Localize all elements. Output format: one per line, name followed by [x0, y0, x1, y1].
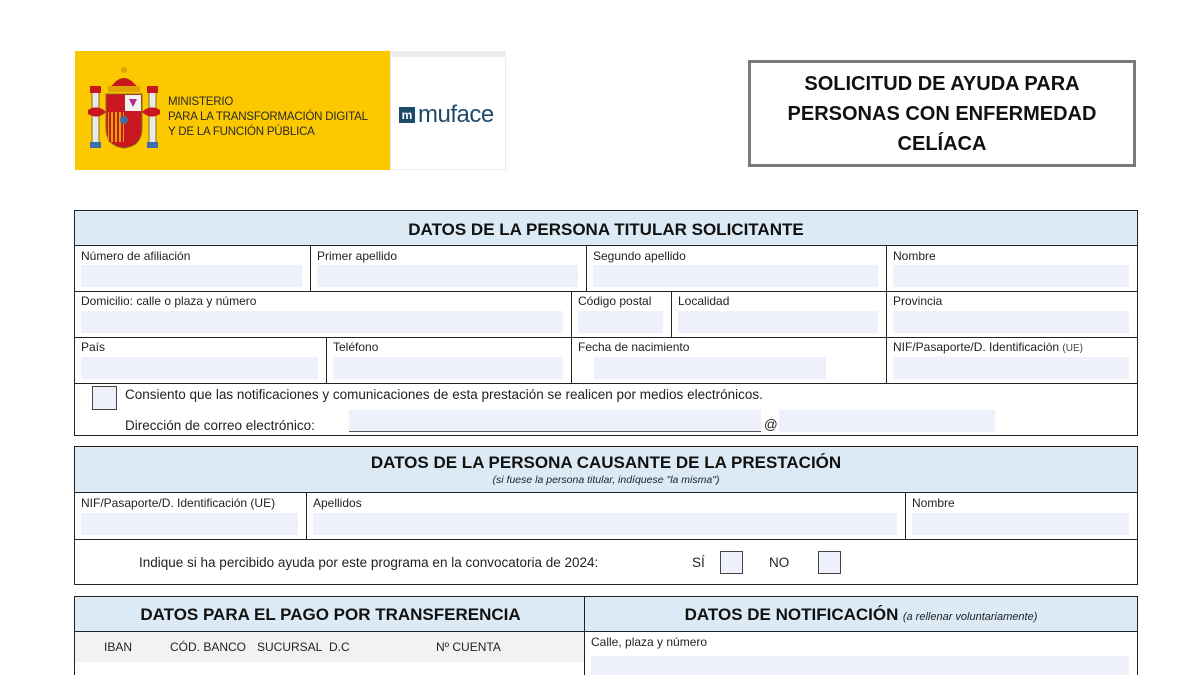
- field-apellidos-causante[interactable]: [307, 493, 906, 539]
- ministry-name: [168, 95, 368, 140]
- input-nombre[interactable]: [893, 265, 1129, 287]
- input-apellidos-causante[interactable]: [313, 513, 897, 535]
- label-localidad: Localidad: [678, 294, 730, 308]
- field-segundo-apellido[interactable]: [587, 246, 887, 291]
- document-title: [748, 60, 1136, 167]
- email-at-sign: @: [764, 417, 778, 432]
- muface-mark-icon: m: [399, 107, 415, 123]
- yes-checkbox[interactable]: [720, 551, 743, 574]
- muface-wordmark: muface: [418, 101, 494, 128]
- field-numero-afiliacion[interactable]: [75, 246, 311, 291]
- col-dc: D.C: [329, 640, 350, 654]
- divider: [75, 383, 1137, 384]
- col-iban: IBAN: [104, 640, 133, 654]
- label-nombre-causante: Nombre: [912, 496, 955, 510]
- label-apellidos-causante: Apellidos: [313, 496, 362, 510]
- section-notificacion: [584, 596, 1138, 675]
- email-label: Dirección de correo electrónico:: [125, 418, 315, 433]
- section-causante-subtitle: (si fuese la persona titular, indíquese "la misma"): [492, 474, 720, 486]
- section-causante: [74, 446, 1138, 585]
- section-notificacion-header: [585, 597, 1137, 632]
- field-domicilio[interactable]: [75, 291, 572, 337]
- input-nombre-causante[interactable]: [912, 513, 1129, 535]
- field-codigo-postal[interactable]: [572, 291, 672, 337]
- label-nif-titular-suffix: (UE): [1062, 343, 1083, 354]
- input-primer-apellido[interactable]: [317, 265, 578, 287]
- field-pais[interactable]: [75, 337, 327, 383]
- field-localidad[interactable]: [672, 291, 887, 337]
- section-causante-title: DATOS DE LA PERSONA CAUSANTE DE LA PRESTACIÓN: [370, 453, 842, 472]
- input-pais[interactable]: [81, 357, 318, 379]
- input-provincia[interactable]: [893, 311, 1129, 333]
- col-cod-banco: CÓD. BANCO: [170, 640, 247, 654]
- bank-columns-header: [75, 632, 586, 662]
- label-fecha-nacimiento: Fecha de nacimiento: [578, 340, 690, 354]
- field-telefono[interactable]: [327, 337, 572, 383]
- iban-input[interactable]: [81, 663, 580, 675]
- input-telefono[interactable]: [333, 357, 563, 379]
- spain-coat-of-arms-icon: [88, 62, 160, 158]
- input-localidad[interactable]: [678, 311, 878, 333]
- label-segundo-apellido: Segundo apellido: [593, 249, 686, 263]
- label-pais: País: [81, 340, 106, 354]
- input-calle-notificacion[interactable]: [591, 656, 1129, 675]
- input-fecha-nacimiento[interactable]: [594, 357, 826, 379]
- input-domicilio[interactable]: [81, 311, 563, 333]
- section-titular-title: DATOS DE LA PERSONA TITULAR SOLICITANTE: [408, 220, 804, 239]
- ministry-line-1: MINISTERIO: [168, 96, 234, 108]
- field-nif-causante[interactable]: [75, 493, 307, 539]
- label-nif-causante: NIF/Pasaporte/D. Identificación (UE): [81, 496, 276, 510]
- field-fecha-nacimiento[interactable]: [572, 337, 887, 383]
- section-titular: [74, 210, 1138, 436]
- email-domain-input[interactable]: [779, 410, 995, 432]
- title-line-3: CELÍACA: [897, 132, 987, 155]
- label-telefono: Teléfono: [333, 340, 379, 354]
- ministry-line-3: Y DE LA FUNCIÓN PÚBLICA: [168, 126, 315, 138]
- ministry-line-2: PARA LA TRANSFORMACIÓN DIGITAL: [168, 111, 368, 123]
- field-nif-titular[interactable]: [887, 337, 1137, 383]
- divider: [75, 539, 1137, 540]
- input-codigo-postal[interactable]: [578, 311, 663, 333]
- field-nombre-causante[interactable]: [906, 493, 1137, 539]
- field-provincia[interactable]: [887, 291, 1137, 337]
- no-label: NO: [769, 555, 790, 570]
- prior-aid-question: Indique si ha percibido ayuda por este programa en la convocatoria de 2024:: [139, 555, 599, 570]
- yes-label: SÍ: [692, 555, 705, 570]
- input-numero-afiliacion[interactable]: [81, 265, 302, 287]
- section-causante-header: [75, 447, 1137, 493]
- label-calle-notificacion: Calle, plaza y número: [591, 635, 708, 649]
- label-nif-titular-text: NIF/Pasaporte/D. Identificación: [893, 340, 1060, 354]
- label-nombre: Nombre: [893, 249, 936, 263]
- section-pago-title: DATOS PARA EL PAGO POR TRANSFERENCIA: [140, 605, 521, 624]
- label-nif-titular: [893, 340, 1083, 354]
- section-pago: [74, 596, 586, 675]
- col-num-cuenta: Nº CUENTA: [436, 640, 501, 654]
- field-calle-notificacion[interactable]: [585, 632, 1137, 675]
- label-numero-afiliacion: Número de afiliación: [81, 249, 191, 263]
- no-checkbox[interactable]: [818, 551, 841, 574]
- label-provincia: Provincia: [893, 294, 943, 308]
- section-pago-header: [75, 597, 586, 632]
- col-sucursal: SUCURSAL: [257, 640, 323, 654]
- field-primer-apellido[interactable]: [311, 246, 587, 291]
- field-nombre[interactable]: [887, 246, 1137, 291]
- label-primer-apellido: Primer apellido: [317, 249, 398, 263]
- section-notificacion-title: DATOS DE NOTIFICACIÓN: [684, 605, 899, 624]
- section-titular-header: [75, 211, 1137, 246]
- input-nif-causante[interactable]: [81, 513, 298, 535]
- label-codigo-postal: Código postal: [578, 294, 652, 308]
- consent-text: Consiento que las notificaciones y comunicaciones de esta prestación se realicen por medios electrónicos.: [125, 387, 763, 402]
- title-line-2: PERSONAS CON ENFERMEDAD: [787, 102, 1097, 125]
- email-user-input[interactable]: [349, 410, 761, 432]
- section-notificacion-note: (a rellenar voluntariamente): [902, 611, 1038, 623]
- consent-checkbox[interactable]: [92, 386, 117, 410]
- muface-logo: [399, 103, 494, 127]
- label-domicilio: Domicilio: calle o plaza y número: [81, 294, 257, 308]
- input-segundo-apellido[interactable]: [593, 265, 878, 287]
- input-nif-titular[interactable]: [893, 357, 1129, 379]
- title-line-1: SOLICITUD DE AYUDA PARA: [804, 72, 1080, 95]
